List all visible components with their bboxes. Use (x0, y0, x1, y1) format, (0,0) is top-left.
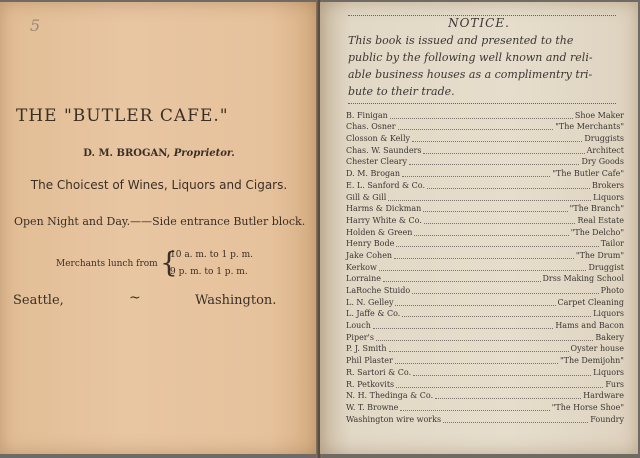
business-trade: Furs (605, 379, 624, 389)
business-row (346, 401, 624, 413)
business-row (346, 167, 624, 179)
notice-line: able business houses as a complimentry tri- (348, 68, 593, 81)
dot-leader (395, 305, 555, 306)
business-row (346, 354, 624, 366)
business-trade: Druggist (588, 262, 624, 272)
tagline: The Choicest of Wines, Liquors and Cigars. (30, 178, 288, 192)
business-trade: Dry Goods (581, 157, 624, 167)
business-row (346, 109, 624, 121)
business-name: N. H. Thedinga & Co. (346, 391, 434, 401)
lunch-time-2: 9 p. m. to 1 p. m. (170, 267, 248, 277)
dot-leader (409, 164, 579, 165)
business-row (346, 121, 624, 133)
business-row (346, 226, 624, 238)
business-name: Henry Bode (346, 239, 395, 249)
business-name: Closson & Kelly (346, 134, 411, 144)
business-name: Holden & Green (346, 227, 413, 237)
business-name: Chas. W. Saunders (346, 145, 422, 155)
business-trade: Liquors (593, 309, 624, 319)
lunch-time-1: 10 a. m. to 1 p. m. (170, 250, 254, 260)
dot-leader (423, 211, 567, 212)
business-trade: "The Butler Cafe" (552, 169, 624, 179)
business-trade: "The Delcho" (570, 227, 624, 237)
business-trade: Shoe Maker (574, 110, 624, 120)
business-trade: Drss Making School (542, 274, 624, 284)
proprietor-name: D. M. BROGAN, (83, 148, 171, 159)
business-trade: "The Demijohn" (559, 356, 624, 366)
dot-leader (423, 153, 584, 154)
business-row (346, 413, 624, 425)
business-row (346, 343, 624, 355)
lunch-label: Merchants lunch from (56, 259, 158, 269)
dot-leader (413, 375, 591, 376)
dot-leader (412, 141, 582, 142)
cafe-title: THE "BUTLER CAFE." (16, 106, 229, 126)
notice-line: public by the following well known and reli- (348, 51, 593, 64)
notice-title: NOTICE. (448, 16, 510, 30)
dot-leader (402, 316, 591, 317)
dot-leader (388, 200, 591, 201)
business-row (346, 390, 624, 402)
business-name: LaRoche Stuido (346, 286, 411, 295)
business-trade: "The Horse Shoe" (551, 402, 624, 412)
dot-leader (443, 422, 588, 423)
business-trade: Real Estate (577, 215, 624, 225)
dot-leader (373, 328, 553, 329)
brace-symbol: { (160, 246, 178, 279)
business-name: Gill & Gill (346, 192, 387, 202)
business-row (346, 203, 624, 215)
dot-leader (379, 270, 587, 271)
business-row (346, 331, 624, 343)
business-name: Lorraine (346, 274, 381, 284)
business-name: W. T. Browne (346, 402, 399, 412)
business-trade: Brokers (591, 180, 624, 190)
dot-leader (376, 340, 593, 341)
business-row (346, 132, 624, 144)
business-name: L. N. Gelley (346, 297, 394, 307)
dot-leader (435, 398, 581, 399)
business-trade: Hams and Bacon (555, 321, 624, 331)
business-name: R. Petkovits (346, 379, 395, 389)
business-row (346, 191, 624, 203)
dot-leader (412, 293, 598, 294)
city-text: Seattle, (13, 293, 64, 308)
business-row (346, 261, 624, 273)
business-row (346, 366, 624, 378)
business-name: E. L. Sanford & Co. (346, 180, 425, 190)
business-name: Harms & Dickman (346, 204, 422, 214)
dash-ornament: ~ (129, 290, 141, 306)
business-trade: Liquors (593, 367, 624, 377)
business-trade: Oyster house (570, 344, 624, 354)
business-row (346, 179, 624, 191)
business-trade: Photo (600, 286, 624, 295)
business-trade: "The Drum" (575, 250, 624, 260)
business-trade: "The Branch" (569, 204, 624, 214)
dot-leader (402, 176, 550, 177)
hours-line: Open Night and Day.——Side entrance Butler block. (14, 215, 306, 228)
business-row (346, 319, 624, 331)
bottom-rule (348, 103, 616, 104)
dot-leader (400, 410, 549, 411)
business-row (346, 144, 624, 156)
business-trade: Bakery (595, 332, 624, 342)
proprietor-line (0, 148, 318, 159)
business-row (346, 249, 624, 261)
business-row (346, 308, 624, 320)
dot-leader (389, 351, 569, 352)
dot-leader (427, 188, 590, 189)
business-name: L. Jaffe & Co. (346, 309, 401, 319)
business-name: Harry White & Co. (346, 215, 422, 225)
dot-leader (383, 281, 541, 282)
business-name: P. J. Smith (346, 344, 387, 354)
left-page (0, 2, 318, 454)
business-row (346, 378, 624, 390)
business-row (346, 156, 624, 168)
business-row (346, 273, 624, 285)
lunch-hours (56, 248, 296, 282)
business-name: Chester Cleary (346, 157, 407, 167)
business-trade: Carpet Cleaning (557, 297, 624, 307)
business-trade: Hardware (583, 391, 624, 401)
business-name: R. Sartori & Co. (346, 367, 412, 377)
business-name: Jake Cohen (346, 250, 393, 260)
business-name: Louch (346, 321, 371, 331)
business-trade: Architect (586, 145, 624, 155)
dot-leader (396, 387, 603, 388)
notice-line: This book is issued and presented to the (348, 34, 574, 47)
business-trade: Tailor (600, 239, 624, 249)
state-text: Washington. (195, 293, 277, 308)
dot-leader (394, 258, 574, 259)
dot-leader (396, 246, 598, 247)
business-name: Piper's (346, 332, 374, 342)
business-trade: Liquors (593, 192, 624, 202)
business-row (346, 214, 624, 226)
proprietor-role: Proprietor. (173, 148, 235, 159)
notice-line: bute to their trade. (348, 85, 455, 98)
dot-leader (395, 363, 558, 364)
business-trade: "The Merchants" (555, 122, 624, 132)
business-row (346, 296, 624, 308)
dot-leader (390, 118, 573, 119)
business-row (346, 284, 624, 296)
business-trade: Foundry (590, 414, 624, 424)
business-name: D. M. Brogan (346, 169, 401, 179)
business-trade: Druggists (584, 134, 624, 144)
business-name: Chas. Osner (346, 122, 396, 132)
dot-leader (398, 129, 554, 130)
notice-body (348, 32, 620, 100)
business-name: B. Finigan (346, 110, 388, 120)
business-row (346, 238, 624, 250)
business-name: Phil Plaster (346, 356, 393, 366)
business-name: Washington wire works (346, 414, 442, 424)
dot-leader (424, 223, 576, 224)
business-list (346, 109, 624, 425)
business-name: Kerkow (346, 262, 377, 272)
dot-leader (414, 235, 568, 236)
pencil-mark: 5 (30, 16, 41, 35)
